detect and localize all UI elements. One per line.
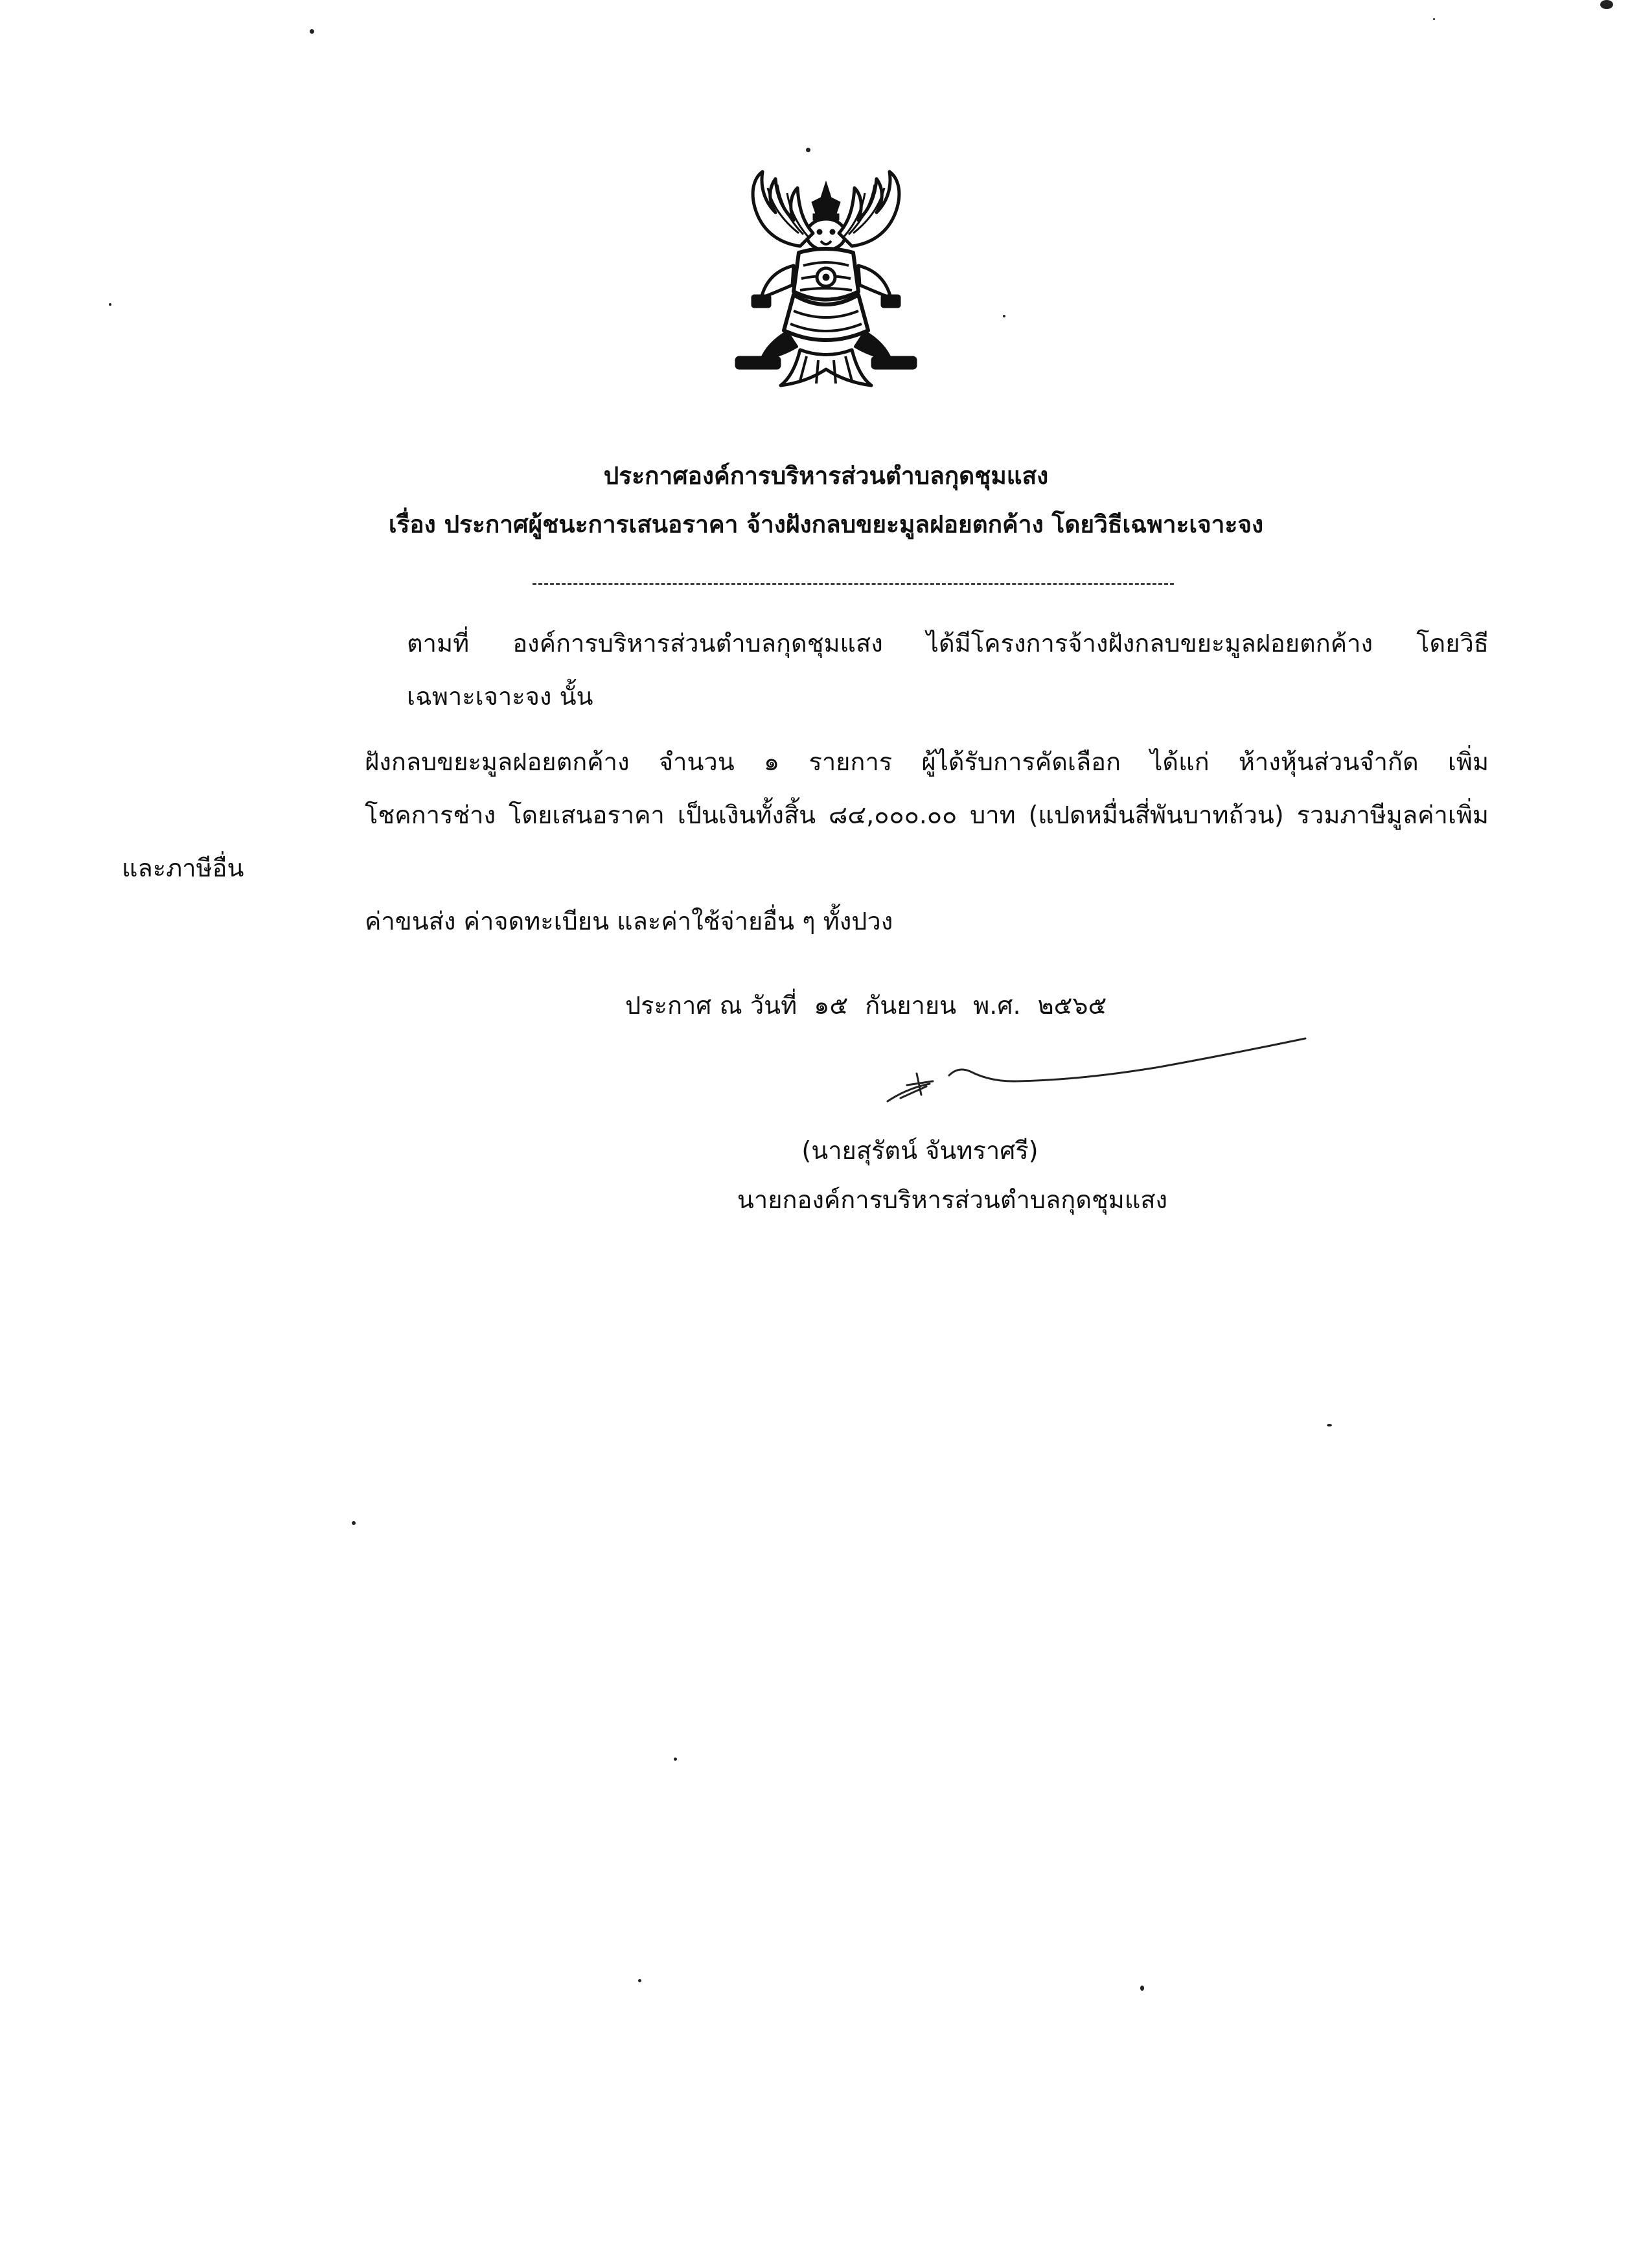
scan-speck — [109, 303, 111, 306]
garuda-emblem-icon — [716, 162, 936, 402]
body-paragraph-2 — [122, 735, 1489, 948]
signer-position: นายกองค์การบริหารส่วนตำบลกุดชุมแสง — [737, 1186, 1168, 1214]
paragraph-line: ตามที่ องค์การบริหารส่วนตำบลกุดชุมแสง ได้มีโครงการจ้างฝังกลบขยะมูลฝอยตกค้าง โดยวิธี — [407, 629, 1489, 658]
announcement-title: ประกาศองค์การบริหารส่วนตำบลกุดชุมแสง — [603, 462, 1049, 490]
paragraph-line: โชคการช่าง โดยเสนอราคา เป็นเงินทั้งสิ้น ๘๔,๐๐๐.๐๐ บาท (แปดหมื่นสี่พันบาทถ้วน) รวมภาษีมูลค่าเพิ่มและภาษีอื่น — [122, 801, 1489, 882]
date-day: ๑๕ — [814, 991, 849, 1020]
paragraph-line: ฝังกลบขยะมูลฝอยตกค้าง จำนวน ๑ รายการ ผู้ได้รับการคัดเลือก ได้แก่ ห้างหุ้นส่วนจำกัด เพิ่ม — [365, 748, 1489, 776]
paragraph-line: ค่าขนส่ง ค่าจดทะเบียน และค่าใช้จ่ายอื่น ๆ ทั้งปวง — [365, 907, 893, 935]
paragraph-line: เฉพาะเจาะจง นั้น — [407, 682, 593, 711]
date-month: กันยายน — [865, 991, 957, 1020]
handwritten-signature-icon — [868, 1027, 1315, 1108]
scan-speck — [1140, 1986, 1144, 1991]
body-paragraph-1 — [122, 617, 1489, 723]
date-prefix: ประกาศ ณ วันที่ — [625, 991, 797, 1020]
date-era: พ.ศ. — [973, 991, 1021, 1020]
announcement-date — [625, 986, 1116, 1025]
scan-speck — [310, 29, 314, 34]
date-year: ๒๕๖๕ — [1037, 991, 1107, 1020]
announcement-subject: เรื่อง ประกาศผู้ชนะการเสนอราคา จ้างฝังกลบขยะมูลฝอยตกค้าง โดยวิธีเฉพาะเจาะจง — [388, 510, 1264, 538]
scan-speck — [806, 148, 810, 152]
scan-speck — [674, 1758, 677, 1761]
scan-speck — [638, 1979, 641, 1982]
divider — [533, 583, 1174, 585]
scan-speck — [1003, 315, 1005, 317]
scan-speck — [1433, 18, 1435, 20]
scan-speck — [1600, 0, 1613, 9]
signer-name: (นายสุรัตน์ จันทราศรี) — [801, 1136, 1038, 1165]
scan-speck — [1327, 1424, 1332, 1426]
scan-speck — [352, 1521, 356, 1525]
